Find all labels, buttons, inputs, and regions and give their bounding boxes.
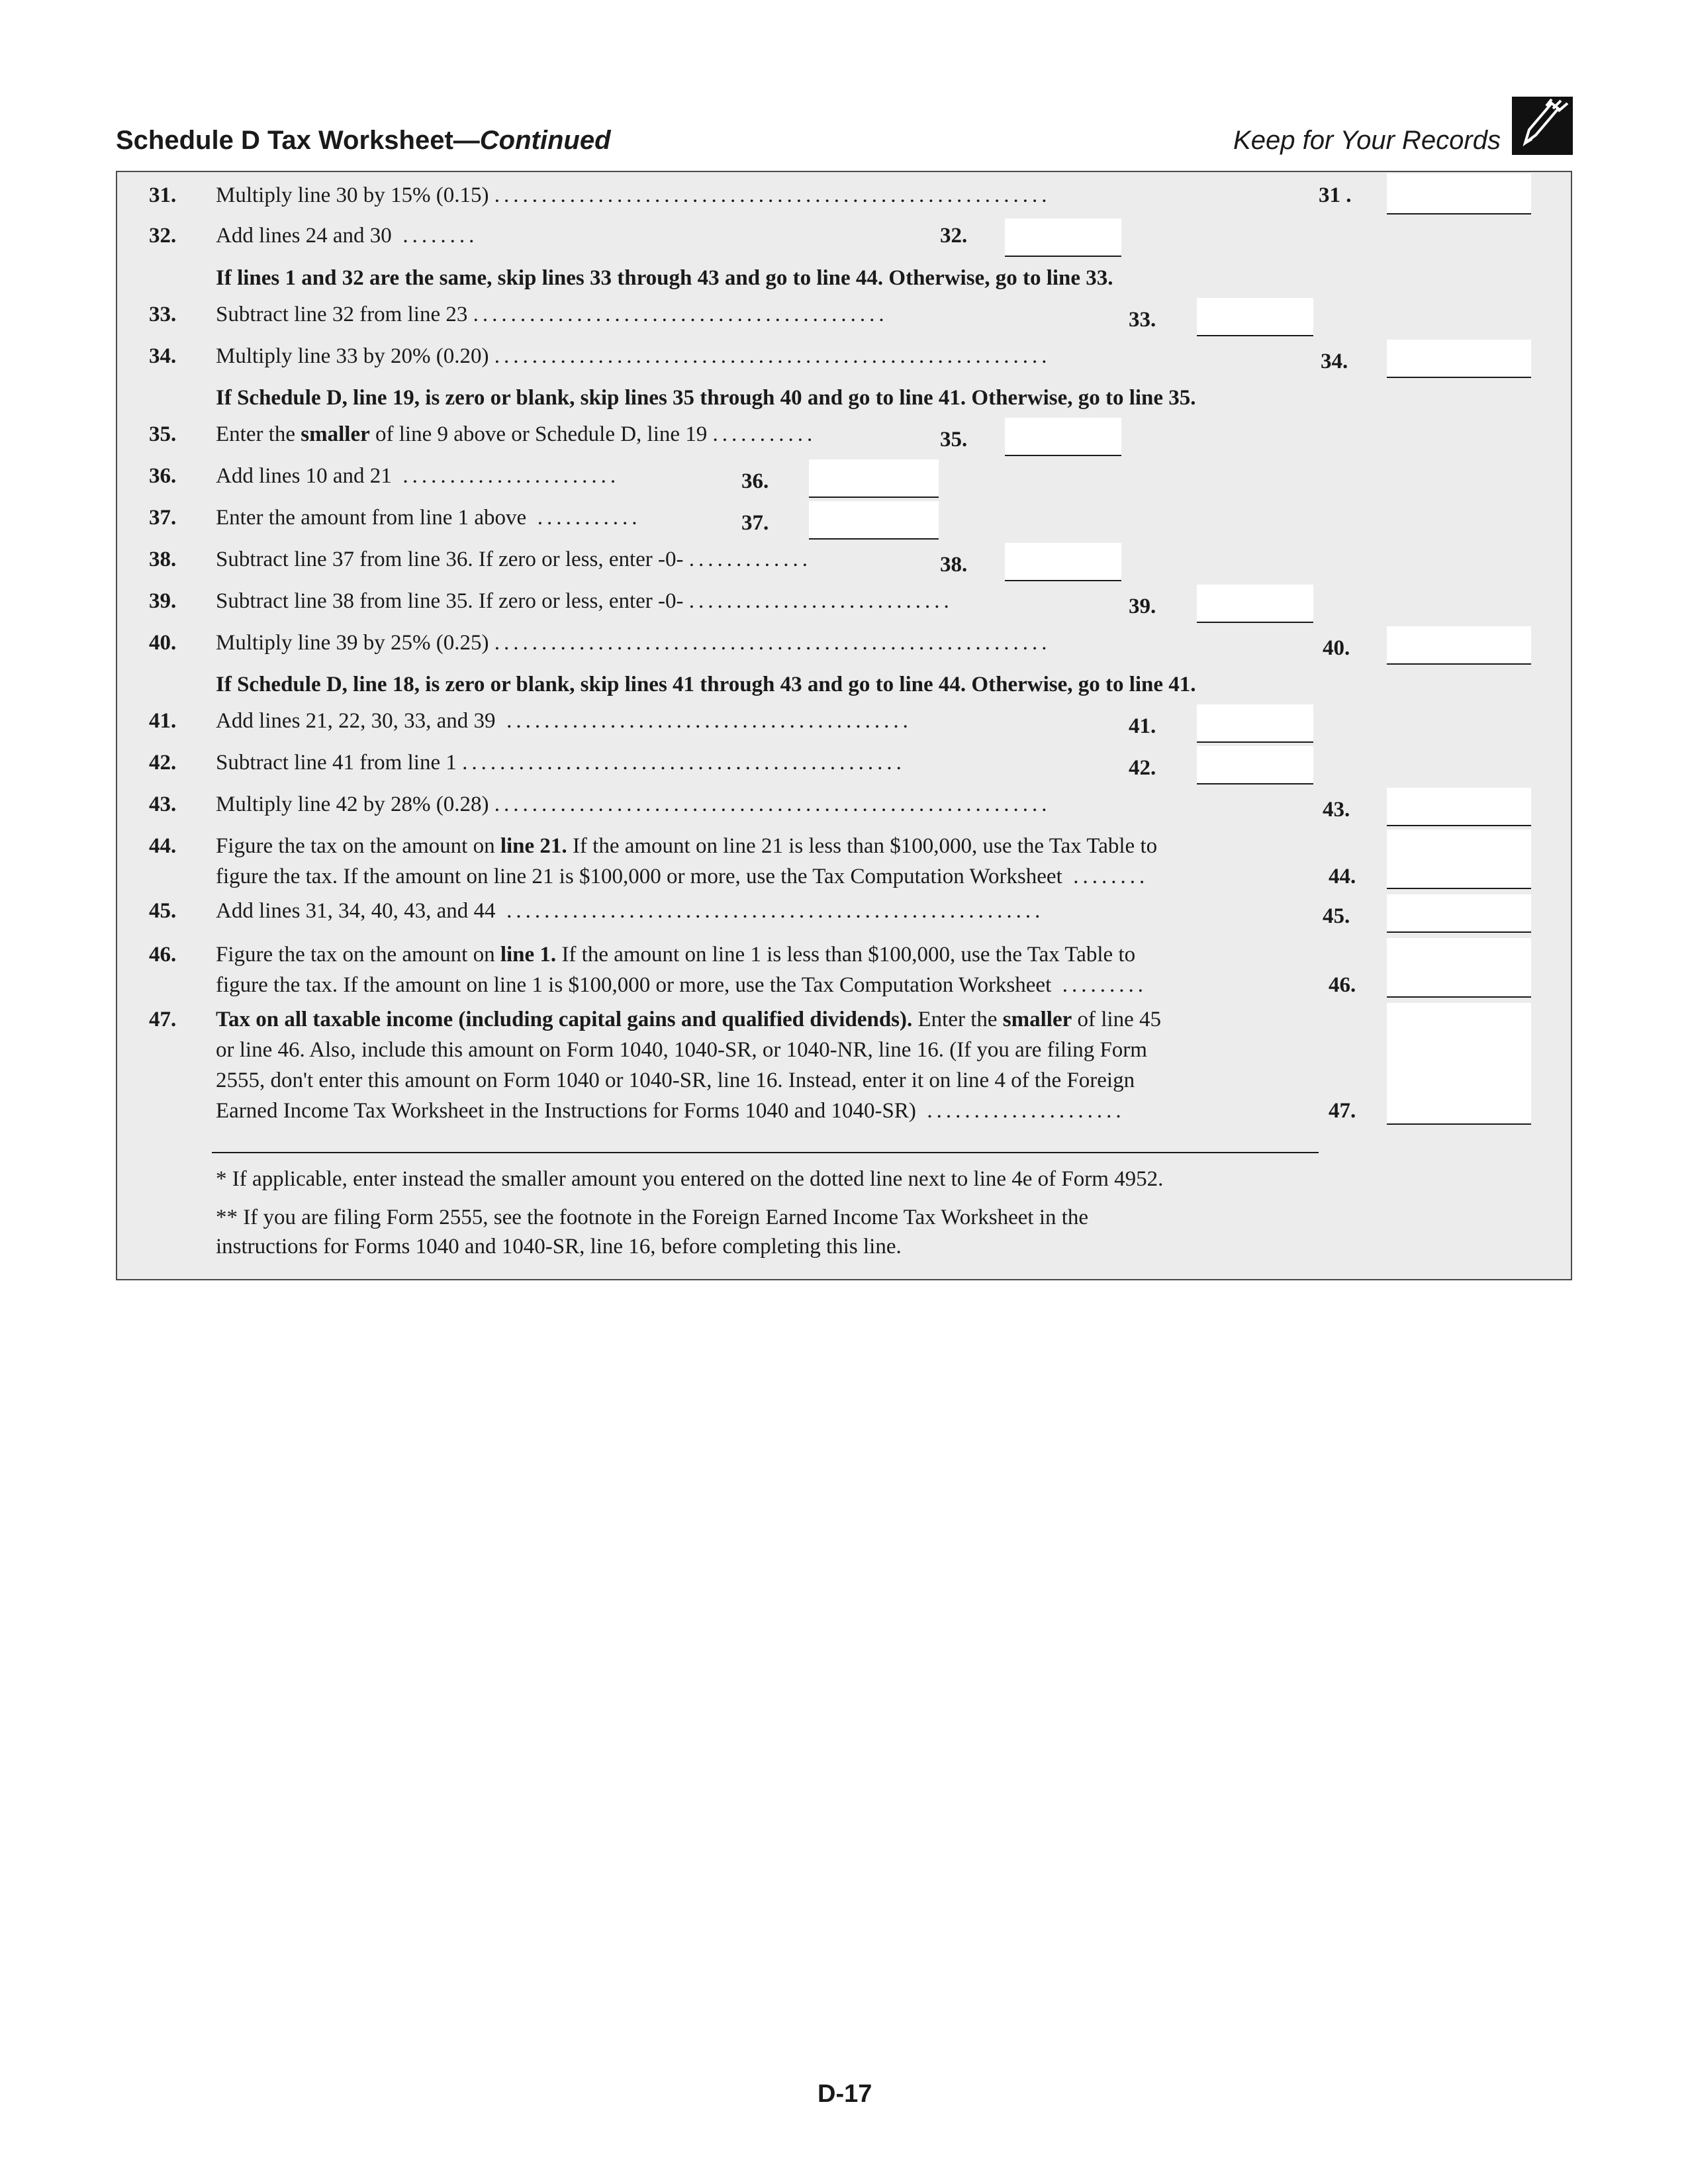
line-46-number: 46. [149, 943, 177, 967]
line-31-ref: 31 . [1319, 183, 1352, 207]
line-32-ref: 32. [940, 224, 968, 248]
line-46-ref: 46. [1329, 973, 1356, 997]
line-47-text: Tax on all taxable income (including capital gains and qualified dividends). Enter the smaller of line 45 or line 46. Also, include this amount on Form 1040, 1040-SR, or 1040-NR, line 16. (If you are filing Form 2555, don't enter this amount on Form 1040 or 1040-SR, line 16. Instead, enter it on line 4 of the Foreign Earned Income Tax Worksheet in the Instructions for Forms 1040 and 1040-SR) ..................... [216, 1008, 1161, 1123]
footnote-2-line-1: ** If you are filing Form 2555, see the footnote in the Foreign Earned Income Tax Worksheet in the [216, 1206, 1089, 1229]
line-33-ref: 33. [1129, 308, 1156, 332]
line-36-field[interactable] [809, 459, 939, 498]
line-37-ref: 37. [741, 511, 769, 535]
line-43-ref: 43. [1323, 798, 1350, 822]
line-43-number: 43. [149, 792, 177, 816]
line-36-ref: 36. [741, 469, 769, 493]
line-45-text: Add lines 31, 34, 40, 43, and 44 ......................................................... [216, 899, 1045, 923]
line-38-ref: 38. [940, 553, 968, 577]
line-47-ref: 47. [1329, 1099, 1356, 1123]
line-37-text: Enter the amount from line 1 above ........... [216, 506, 641, 530]
line-33-number: 33. [149, 303, 177, 326]
line-32-text: Add lines 24 and 30 ........ [216, 224, 479, 248]
line-38-number: 38. [149, 547, 177, 571]
line-31-number: 31. [149, 183, 177, 207]
line-43-text: Multiply line 42 by 28% (0.28) ........................................................... [216, 792, 1051, 816]
line-44-ref: 44. [1329, 865, 1356, 888]
line-44-text: Figure the tax on the amount on line 21. If the amount on line 21 is less than $100,000, use the Tax Table to figure the tax. If the amount on line 21 is $100,000 or more, use the Tax Computation Worksheet ........ [216, 834, 1158, 888]
instruction-skip-35-40: If Schedule D, line 19, is zero or blank, skip lines 35 through 40 and go to line 41. Otherwise, go to line 35. [216, 386, 1196, 410]
line-41-text: Add lines 21, 22, 30, 33, and 39 ........................................... [216, 709, 912, 733]
footnote-2-line-2: instructions for Forms 1040 and 1040-SR, line 16, before completing this line. [216, 1235, 902, 1258]
line-35-field[interactable] [1005, 418, 1121, 456]
line-42-ref: 42. [1129, 756, 1156, 780]
line-42-field[interactable] [1197, 746, 1313, 784]
line-45-number: 45. [149, 899, 177, 923]
line-38-text: Subtract line 37 from line 36. If zero or less, enter -0- ............. [216, 547, 812, 571]
line-38-field[interactable] [1005, 543, 1121, 581]
line-33-field[interactable] [1197, 298, 1313, 336]
line-35-text: Enter the smaller of line 9 above or Schedule D, line 19 ........... [216, 422, 817, 446]
line-40-text: Multiply line 39 by 25% (0.25) ........................................................... [216, 631, 1051, 655]
line-35-ref: 35. [940, 428, 968, 451]
line-45-ref: 45. [1323, 904, 1350, 928]
footnote-divider [212, 1152, 1319, 1153]
line-46-text: Figure the tax on the amount on line 1. If the amount on line 1 is less than $100,000, use the Tax Table to figure the tax. If the amount on line 1 is $100,000 or more, use the Tax Computation Worksheet ......... [216, 943, 1147, 997]
line-44-field[interactable] [1387, 830, 1531, 889]
line-34-field[interactable] [1387, 340, 1531, 378]
instruction-skip-41-43: If Schedule D, line 18, is zero or blank, skip lines 41 through 43 and go to line 44. Otherwise, go to line 41. [216, 673, 1196, 696]
line-33-text: Subtract line 32 from line 23 ............................................ [216, 303, 888, 326]
line-41-field[interactable] [1197, 704, 1313, 743]
line-42-number: 42. [149, 751, 177, 775]
line-47-field[interactable] [1387, 1003, 1531, 1125]
pencil-icon [1512, 97, 1573, 155]
line-34-ref: 34. [1321, 350, 1348, 373]
keep-for-records-label: Keep for Your Records [1233, 126, 1501, 155]
line-47-number: 47. [149, 1008, 177, 1031]
line-39-text: Subtract line 38 from line 35. If zero or less, enter -0- ............................ [216, 589, 953, 613]
line-45-field[interactable] [1387, 894, 1531, 933]
footnote-1: * If applicable, enter instead the smaller amount you entered on the dotted line next to line 4e of Form 4952. [216, 1167, 1164, 1191]
line-41-ref: 41. [1129, 714, 1156, 738]
line-34-text: Multiply line 33 by 20% (0.20) ........................................................... [216, 344, 1051, 368]
line-40-ref: 40. [1323, 636, 1350, 660]
line-39-field[interactable] [1197, 585, 1313, 623]
line-39-number: 39. [149, 589, 177, 613]
page-number: D-17 [818, 2080, 872, 2108]
line-35-number: 35. [149, 422, 177, 446]
line-31-field[interactable] [1387, 173, 1531, 214]
line-32-field[interactable] [1005, 218, 1121, 257]
line-36-number: 36. [149, 464, 177, 488]
line-40-number: 40. [149, 631, 177, 655]
line-36-text: Add lines 10 and 21 ....................... [216, 464, 620, 488]
line-39-ref: 39. [1129, 594, 1156, 618]
line-41-number: 41. [149, 709, 177, 733]
line-43-field[interactable] [1387, 788, 1531, 826]
line-37-number: 37. [149, 506, 177, 530]
line-34-number: 34. [149, 344, 177, 368]
line-32-number: 32. [149, 224, 177, 248]
line-37-field[interactable] [809, 501, 939, 540]
line-31-text: Multiply line 30 by 15% (0.15) ........................................................... [216, 183, 1051, 207]
line-46-field[interactable] [1387, 938, 1531, 998]
instruction-skip-33-43: If lines 1 and 32 are the same, skip lines 33 through 43 and go to line 44. Otherwise, go to line 33. [216, 266, 1113, 290]
line-40-field[interactable] [1387, 626, 1531, 665]
line-44-number: 44. [149, 834, 177, 858]
worksheet-title: Schedule D Tax Worksheet—Continued [116, 126, 611, 155]
line-42-text: Subtract line 41 from line 1 ............................................... [216, 751, 906, 775]
